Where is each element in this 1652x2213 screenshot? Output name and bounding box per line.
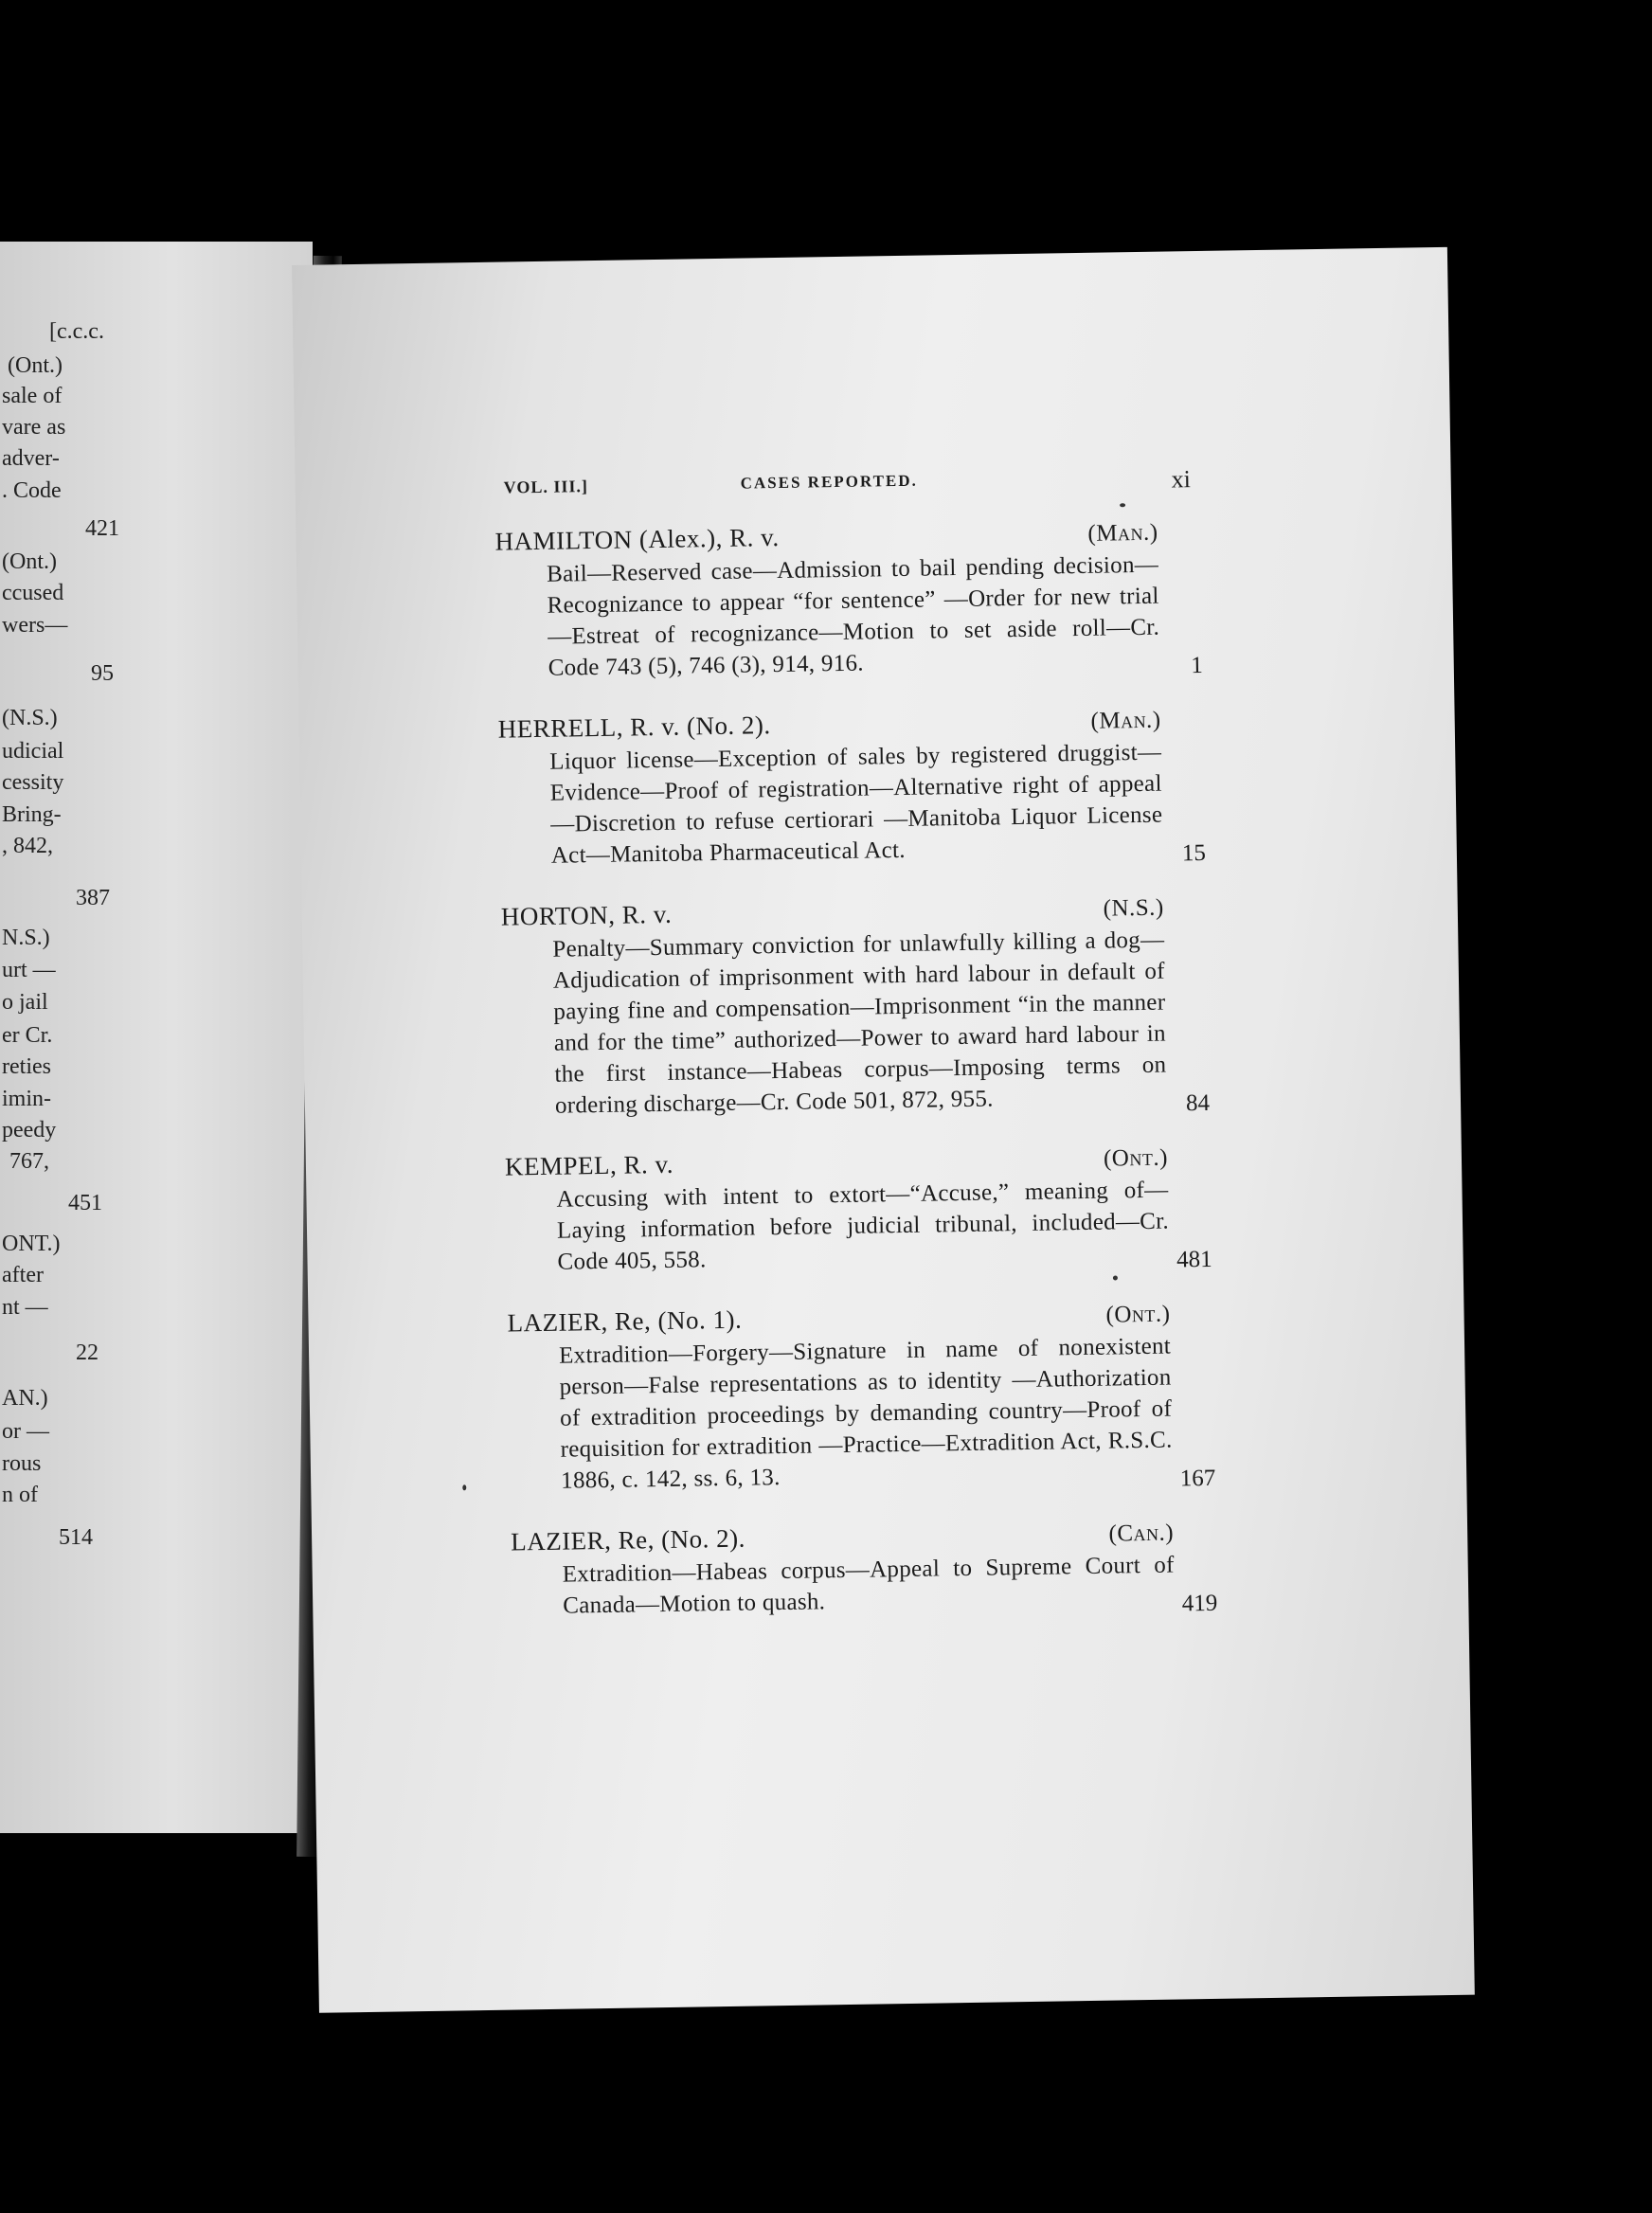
running-head xyxy=(504,463,1413,506)
case-page-ref: 167 xyxy=(1179,1465,1216,1492)
left-page-fragment: N.S.) xyxy=(2,926,50,950)
left-page-fragment: 451 xyxy=(68,1191,102,1215)
left-page-fragment: (Ont.) xyxy=(8,353,63,378)
left-page-fragment: after xyxy=(2,1263,44,1287)
section-title: CASES REPORTED. xyxy=(740,471,918,493)
case-name: HERRELL, R. v. (No. 2). xyxy=(497,711,771,744)
left-page-fragment: (Ont.) xyxy=(2,549,57,574)
case-page-ref: 481 xyxy=(1176,1246,1212,1273)
left-page-fragment: urt — xyxy=(2,958,56,982)
left-page-fragment: 387 xyxy=(76,886,110,910)
left-page-fragment: er Cr. xyxy=(2,1023,53,1048)
case-province: (N.S.) xyxy=(1103,894,1164,922)
case-page-ref: 419 xyxy=(1181,1590,1218,1617)
case-entry xyxy=(494,515,1203,685)
volume-label: VOL. III.] xyxy=(503,477,589,497)
case-entry xyxy=(497,703,1207,873)
case-province: (Man.) xyxy=(1090,707,1161,734)
left-page-fragment: nt — xyxy=(2,1295,48,1320)
case-summary: Extradition—Habeas corpus—Appeal to Supreme Court of Canada—Motion to quash. xyxy=(562,1552,1175,1619)
left-page-fragment: 767, xyxy=(9,1149,49,1174)
left-page-fragment: 421 xyxy=(85,516,119,541)
dust-speck xyxy=(462,1484,466,1490)
dust-speck xyxy=(1113,1275,1118,1280)
case-list xyxy=(494,515,1218,1651)
left-page-fragment: (N.S.) xyxy=(2,706,58,730)
case-name: HAMILTON (Alex.), R. v. xyxy=(494,522,780,556)
case-entry xyxy=(500,891,1211,1123)
case-page-ref: 1 xyxy=(1191,652,1203,679)
left-page-fragment: Bring- xyxy=(2,802,62,827)
left-page-fragment: o jail xyxy=(2,990,48,1015)
left-page-fragment: [c.c.c. xyxy=(49,319,104,344)
case-province: (Ont.) xyxy=(1105,1301,1171,1328)
left-page-fragment: sale of xyxy=(2,384,63,408)
left-page-fragment: cessity xyxy=(2,770,64,795)
left-page-fragment: 22 xyxy=(76,1340,99,1365)
case-name: KEMPEL, R. v. xyxy=(504,1149,674,1181)
case-province: (Ont.) xyxy=(1103,1144,1169,1172)
left-page-fragment: . Code xyxy=(2,478,62,503)
left-page-fragment: imin- xyxy=(2,1087,51,1111)
left-page-fragment: peedy xyxy=(2,1118,57,1142)
left-page-fragment: ONT.) xyxy=(2,1232,61,1256)
case-summary: Extradition—Forgery—Signature in name of nonexistent person—False representations as to identity —Authorization of extradition proceedings by demanding country—Proof of requisition for extradition —Practice—Extradition Act, R.S.C. 1886, c. 142, ss. 6, 13. xyxy=(558,1333,1173,1494)
case-entry xyxy=(504,1141,1212,1279)
left-page-fragment: udicial xyxy=(2,739,64,764)
case-province: (Man.) xyxy=(1087,519,1158,547)
case-province: (Can.) xyxy=(1108,1520,1175,1547)
case-entry xyxy=(507,1297,1216,1498)
page-number: xi xyxy=(1171,465,1192,494)
left-page-fragment: 95 xyxy=(91,661,114,686)
case-name: LAZIER, Re, (No. 1). xyxy=(507,1304,743,1338)
left-page-fragment: 514 xyxy=(59,1525,93,1550)
case-entry xyxy=(510,1516,1218,1623)
left-page xyxy=(0,242,313,1833)
left-page-fragment: reties xyxy=(2,1054,51,1079)
left-page-fragment: rous xyxy=(2,1451,42,1476)
left-page-fragment: vare as xyxy=(2,415,66,440)
case-name: LAZIER, Re, (No. 2). xyxy=(510,1523,746,1556)
right-page xyxy=(292,247,1475,2013)
case-page-ref: 84 xyxy=(1185,1089,1211,1117)
left-page-fragment: adver- xyxy=(2,446,60,471)
left-page-fragment: or — xyxy=(2,1419,49,1444)
left-page-fragment: wers— xyxy=(2,613,68,638)
left-page-fragment: ccused xyxy=(2,581,64,605)
case-summary: Accusing with intent to extort—“Accuse,” meaning of—Laying information before judicial tribunal, included—Cr. Code 405, 558. xyxy=(556,1177,1170,1275)
case-summary: Penalty—Summary conviction for unlawfully killing a dog—Adjudication of imprisonment with hard labour in default of paying fine and compensation—Imprisonment “in the manner and for the time” authorized—Power to award hard labour in the first instance—Habeas corpus—Imposing terms on ordering discharge—Cr. Code 501, 872, 955. xyxy=(552,927,1167,1119)
case-name: HORTON, R. v. xyxy=(500,899,673,931)
left-page-fragment: , 842, xyxy=(2,834,53,858)
left-page-fragment: n of xyxy=(2,1483,38,1507)
case-summary: Bail—Reserved case—Admission to bail pending decision—Recognizance to appear “for sentence” —Order for new trial—Estreat of recognizance—Motion to set aside roll—Cr. Code 743 (5), 746 (3), 914, 916. xyxy=(546,551,1160,681)
case-page-ref: 15 xyxy=(1181,839,1207,867)
case-summary: Liquor license—Exception of sales by registered druggist—Evidence—Proof of registration—Alternative right of appeal—Discretion to refuse certiorari —Manitoba Liquor License Act—Manitoba Pharmaceutical Act. xyxy=(549,739,1163,869)
dust-speck xyxy=(1120,503,1125,507)
left-page-fragment: AN.) xyxy=(2,1386,48,1411)
